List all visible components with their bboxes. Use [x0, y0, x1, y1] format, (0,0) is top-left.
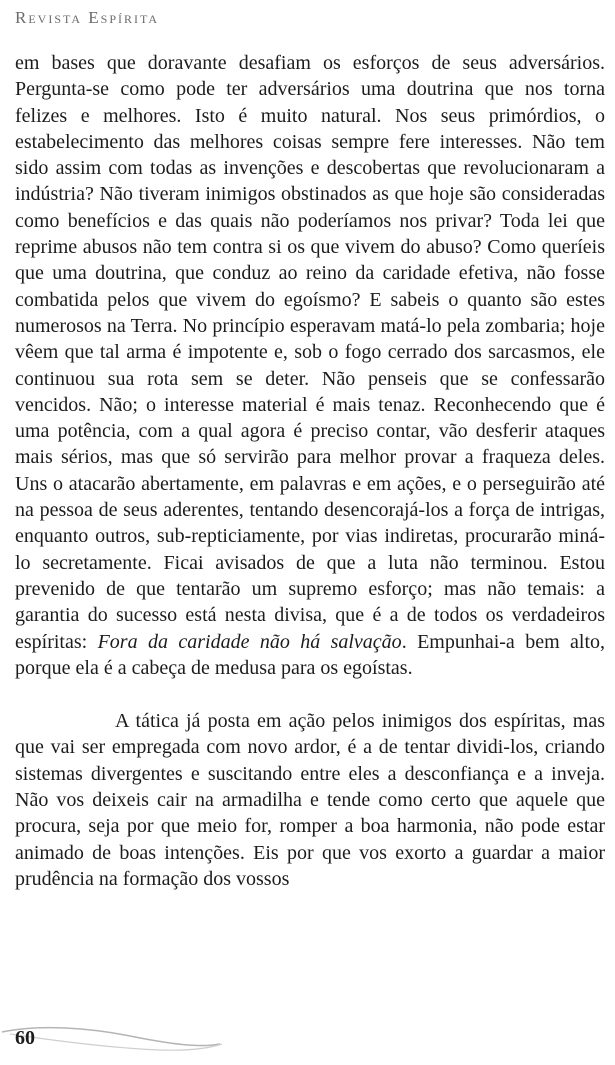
- italic-motto: Fora da caridade não há salvação: [97, 630, 402, 653]
- running-header: Revista Espírita: [15, 8, 160, 27]
- paragraph: [15, 50, 605, 681]
- body-text: [15, 50, 605, 892]
- paragraph-text: em bases que doravante desafiam os esforços de seus adversários. Pergunta-se como pode ter adversários uma doutrina que nos torna felizes e melhores. Isto é muito natural. Nos seus primórdios, o estabelecimento das melhores coisas sempre fere interesses. Não tem sido assim com todas as invenções e descobertas que revolucionaram a indústria? Não tiveram inimigos obstinados as que hoje são consideradas como benefícios e das quais não poderíamos nos privar? Toda lei que reprime abusos não tem contra si os que vivem do abuso? Como queríeis que uma doutrina, que conduz ao reino da caridade efetiva, não fosse combatida pelos que vivem do egoísmo? E sabeis o quanto são estes numerosos na Terra. No princípio esperavam matá-lo pela zombaria; hoje vêem que tal arma é impotente e, sob o fogo cerrado dos sarcasmos, ele continuou sua rota sem se deter. Não penseis que se confessarão vencidos. Não; o interesse material é mais tenaz. Reconhecendo que é uma potência, com a qual agora é preciso contar, vão desferir ataques mais sérios, mas que só servirão para melhor provar a fraqueza deles. Uns o atacarão abertamente, em palavras e em ações, e o perseguirão até na pessoa de seus aderentes, tentando desencorajá-los a força de intrigas, enquanto outros, sub-repticiamente, por vias indiretas, procurarão miná-lo secretamente. Ficai avisados de que a luta não terminou. Estou prevenido de que tentarão um supremo esforço; mas não temais: a garantia do sucesso está nesta divisa, que é a de todos os verdadeiros espíritas:: [15, 52, 605, 653]
- paragraph: A tática já posta em ação pelos inimigos dos espíritas, mas que vai ser empregada com novo ardor, é a de tentar dividi-los, criando sistemas divergentes e suscitando entre eles a desconfiança e a inveja. Não vos deixeis cair na armadilha e tende como certo que aquele que procura, seja por que meio for, romper a boa harmonia, não pode estar animado de boas intenções. Eis por que vos exorto a guardar a maior prudência na formação dos vossos: [15, 710, 605, 890]
- page-number: 60: [15, 1027, 35, 1049]
- paragraph-text-end: . Empunhai-a bem alto, porque ela é a cabeça de medusa para os egoístas.: [15, 630, 605, 679]
